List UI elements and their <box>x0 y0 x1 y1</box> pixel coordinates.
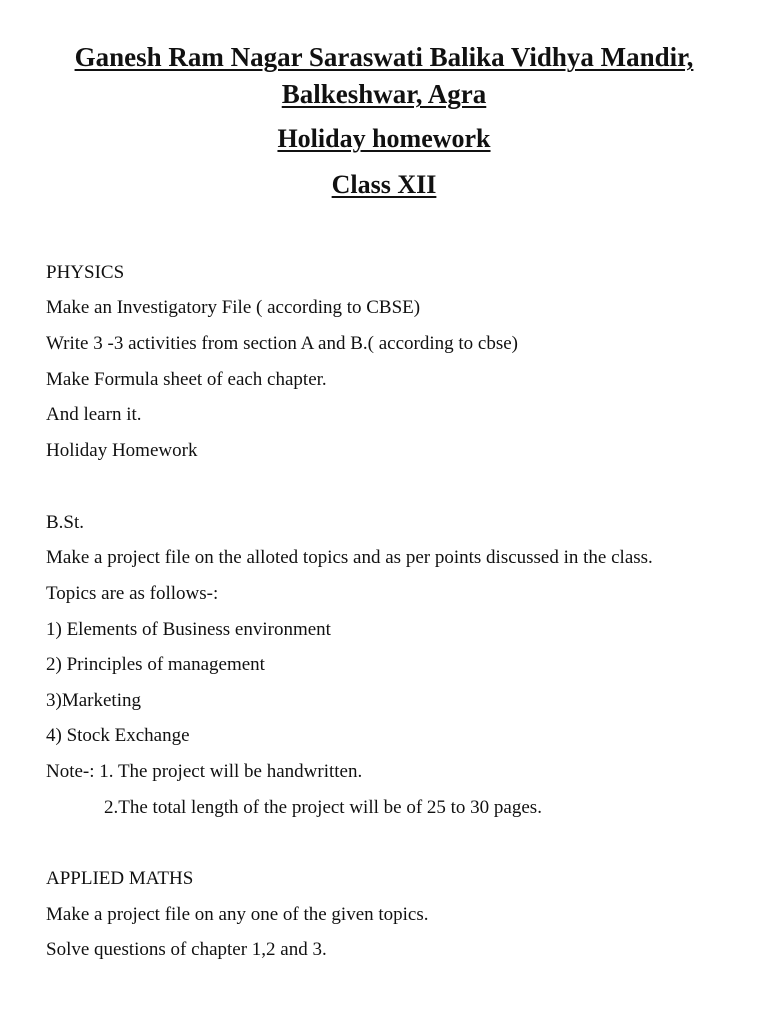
physics-heading: PHYSICS <box>46 262 125 283</box>
bst-topic: 3)Marketing <box>46 690 141 711</box>
class-title: Class XII <box>331 170 437 199</box>
bst-heading: B.St. <box>46 512 85 533</box>
applied-maths-line: Solve questions of chapter 1,2 and 3. <box>46 939 327 960</box>
physics-line: Holiday Homework <box>46 440 198 461</box>
physics-line: And learn it. <box>46 404 142 425</box>
bst-topic: 2) Principles of management <box>46 654 265 675</box>
physics-line: Make an Investigatory File ( according to CBSE) <box>46 297 421 318</box>
bst-line: Topics are as follows-: <box>46 583 219 604</box>
applied-maths-heading: APPLIED MATHS <box>46 868 194 889</box>
applied-maths-line: Make a project file on any one of the given topics. <box>46 904 429 925</box>
bst-note: Note-: 1. The project will be handwritten. <box>46 761 363 782</box>
physics-line: Make Formula sheet of each chapter. <box>46 369 327 390</box>
bst-line: Make a project file on the alloted topics and as per points discussed in the class. <box>46 547 653 568</box>
bst-topic: 1) Elements of Business environment <box>46 619 331 640</box>
bst-note: 2.The total length of the project will be of 25 to 30 pages. <box>104 797 542 818</box>
school-name-line-1: Ganesh Ram Nagar Saraswati Balika Vidhya Mandir, <box>74 42 694 72</box>
physics-line: Write 3 -3 activities from section A and B.( according to cbse) <box>46 333 518 354</box>
bst-topic: 4) Stock Exchange <box>46 725 190 746</box>
page-title: Holiday homework <box>277 124 491 153</box>
school-name-line-2: Balkeshwar, Agra <box>281 79 487 109</box>
